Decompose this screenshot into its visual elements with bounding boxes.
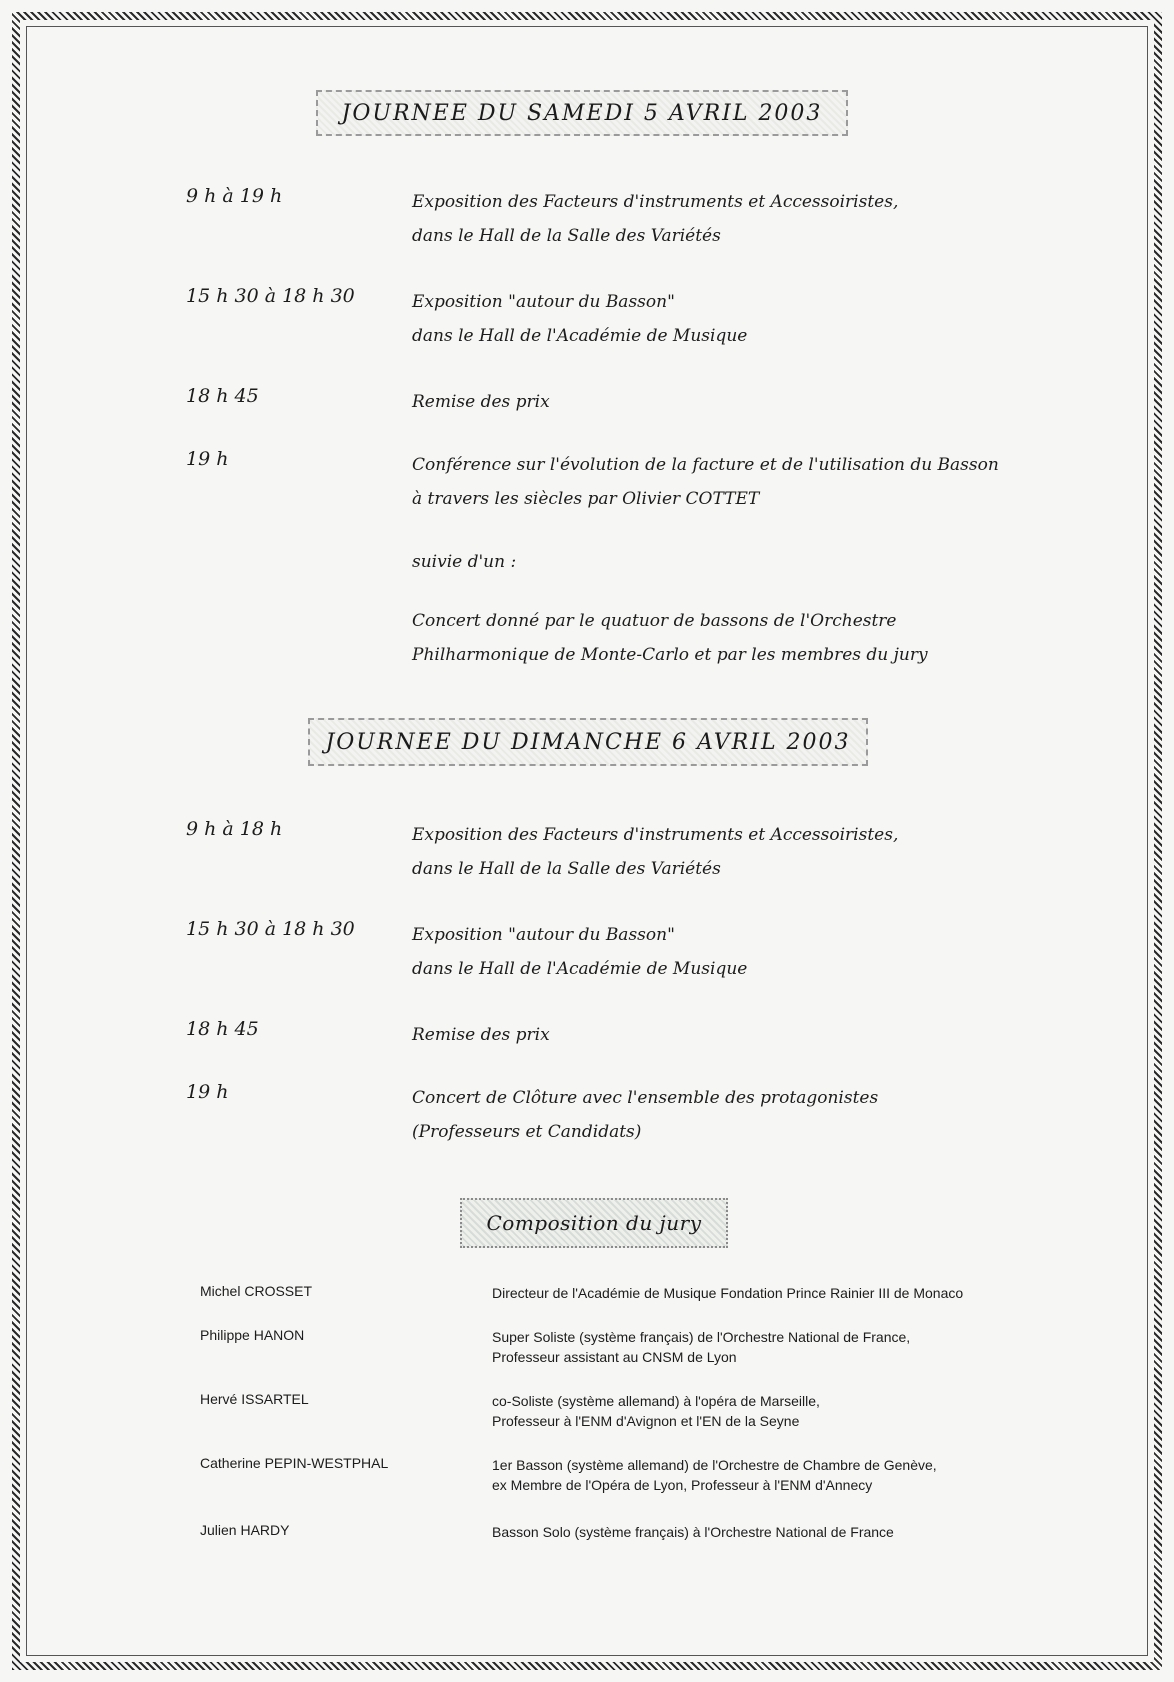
description-line: dans le Hall de l'Académie de Musique [412,326,748,346]
description-line: Exposition "autour du Basson" [412,925,675,945]
schedule-description [412,385,1062,419]
role-line: co-Soliste (système allemand) à l'opéra de Marseille, [492,1393,820,1409]
schedule-time: 18 h 45 [186,385,259,407]
schedule-description [412,545,1062,579]
description-line: Exposition des Facteurs d'instruments et Accessoiristes, [412,825,899,845]
schedule-description [412,1018,1062,1052]
jury-member-role [492,1283,1052,1303]
jury-member-name: Julien HARDY [200,1522,290,1538]
schedule-description [412,1081,1062,1149]
schedule-time: 9 h à 19 h [186,185,283,207]
saturday-title: JOURNEE DU SAMEDI 5 AVRIL 2003 [316,90,848,136]
description-line: dans le Hall de la Salle des Variétés [412,226,721,246]
description-line: Exposition des Facteurs d'instruments et Accessoiristes, [412,192,899,212]
description-line: suivie d'un : [412,552,517,572]
role-line: Directeur de l'Académie de Musique Fondation Prince Rainier III de Monaco [492,1285,964,1301]
jury-member-role [492,1455,1052,1495]
description-line: Conférence sur l'évolution de la facture et de l'utilisation du Basson [412,455,999,475]
jury-member-role [492,1391,1052,1431]
role-line: Basson Solo (système français) à l'Orchestre National de France [492,1524,894,1540]
schedule-description [412,185,1062,253]
sunday-title: JOURNEE DU DIMANCHE 6 AVRIL 2003 [308,718,868,766]
jury-member-name: Michel CROSSET [200,1283,313,1299]
description-line: Concert de Clôture avec l'ensemble des protagonistes [412,1088,879,1108]
jury-member-role [492,1327,1052,1367]
schedule-description [412,604,1062,672]
description-line: Remise des prix [412,1025,550,1045]
jury-member-name: Catherine PEPIN-WESTPHAL [200,1455,389,1471]
jury-member-role [492,1522,1052,1542]
role-line: Professeur assistant au CNSM de Lyon [492,1349,737,1365]
jury-member-name: Philippe HANON [200,1327,305,1343]
description-line: (Professeurs et Candidats) [412,1122,642,1142]
role-line: Super Soliste (système français) de l'Orchestre National de France, [492,1329,911,1345]
schedule-time: 9 h à 18 h [186,818,283,840]
schedule-time: 15 h 30 à 18 h 30 [186,918,355,940]
schedule-time: 19 h [186,448,229,470]
description-line: à travers les siècles par Olivier COTTET [412,489,760,509]
description-line: dans le Hall de la Salle des Variétés [412,859,721,879]
description-line: Philharmonique de Monte-Carlo et par les membres du jury [412,645,928,665]
description-line: Concert donné par le quatuor de bassons de l'Orchestre [412,611,897,631]
jury-member-name: Hervé ISSARTEL [200,1391,309,1407]
schedule-description [412,918,1062,986]
description-line: Exposition "autour du Basson" [412,292,675,312]
schedule-description [412,818,1062,886]
schedule-time: 19 h [186,1081,229,1103]
schedule-description [412,448,1062,516]
schedule-description [412,285,1062,353]
description-line: dans le Hall de l'Académie de Musique [412,959,748,979]
schedule-time: 18 h 45 [186,1018,259,1040]
schedule-time: 15 h 30 à 18 h 30 [186,285,355,307]
description-line: Remise des prix [412,392,550,412]
role-line: 1er Basson (système allemand) de l'Orchestre de Chambre de Genève, [492,1457,937,1473]
role-line: Professeur à l'ENM d'Avignon et l'EN de la Seyne [492,1413,800,1429]
jury-title: Composition du jury [460,1198,728,1248]
role-line: ex Membre de l'Opéra de Lyon, Professeur à l'ENM d'Annecy [492,1477,873,1493]
